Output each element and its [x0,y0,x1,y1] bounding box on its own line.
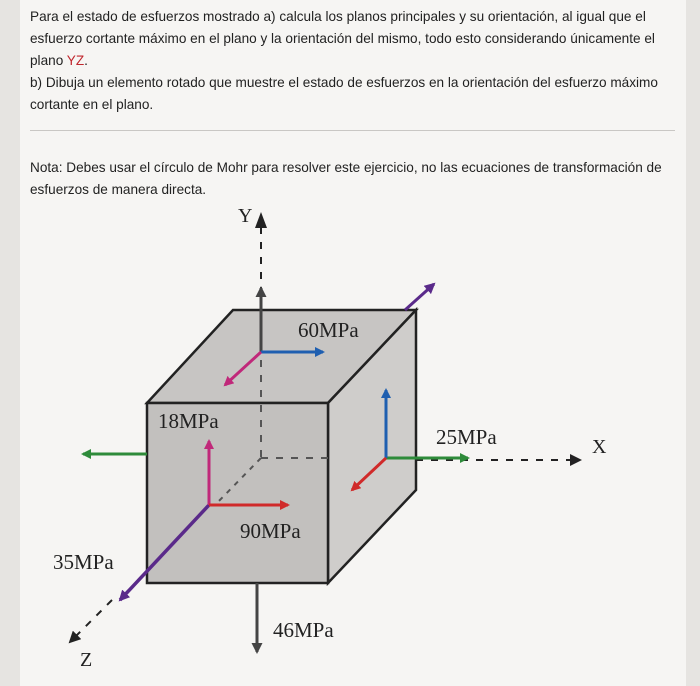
y-axis-arrow-icon [255,212,267,228]
stress-label-front-left: 18MPa [158,409,219,433]
stress-label-front-bottom: 90MPa [240,519,301,543]
part-b: b) Dibuja un elemento rotado que muestre el estado de esfuerzos en la orientación del esfuerzo máximo cortante en el plano. [30,75,658,112]
stress-label-top: 60MPa [298,318,359,342]
x-axis-label: X [592,436,607,458]
stress-label-bottom: 46MPa [273,618,334,642]
z-axis [70,600,112,642]
part-a: Para el estado de esfuerzos mostrado a) calcula los planos principales y su orientación, al igual que el esfuerzo cortante máximo en el plano y la orientación del mismo, todo esto considerando únicamente el plano YZ. [30,9,655,68]
corner-shear-arrow [405,284,434,310]
y-axis-label: Y [238,205,253,227]
plane-label: YZ [66,53,85,68]
z-axis-label: Z [80,649,93,671]
stress-label-z-side: 35MPa [53,550,114,574]
note: Nota: Debes usar el círculo de Mohr para resolver este ejercicio, no las ecuaciones de transformación de esfuerzos de manera directa. [30,159,662,197]
stress-label-right: 25MPa [436,425,497,449]
